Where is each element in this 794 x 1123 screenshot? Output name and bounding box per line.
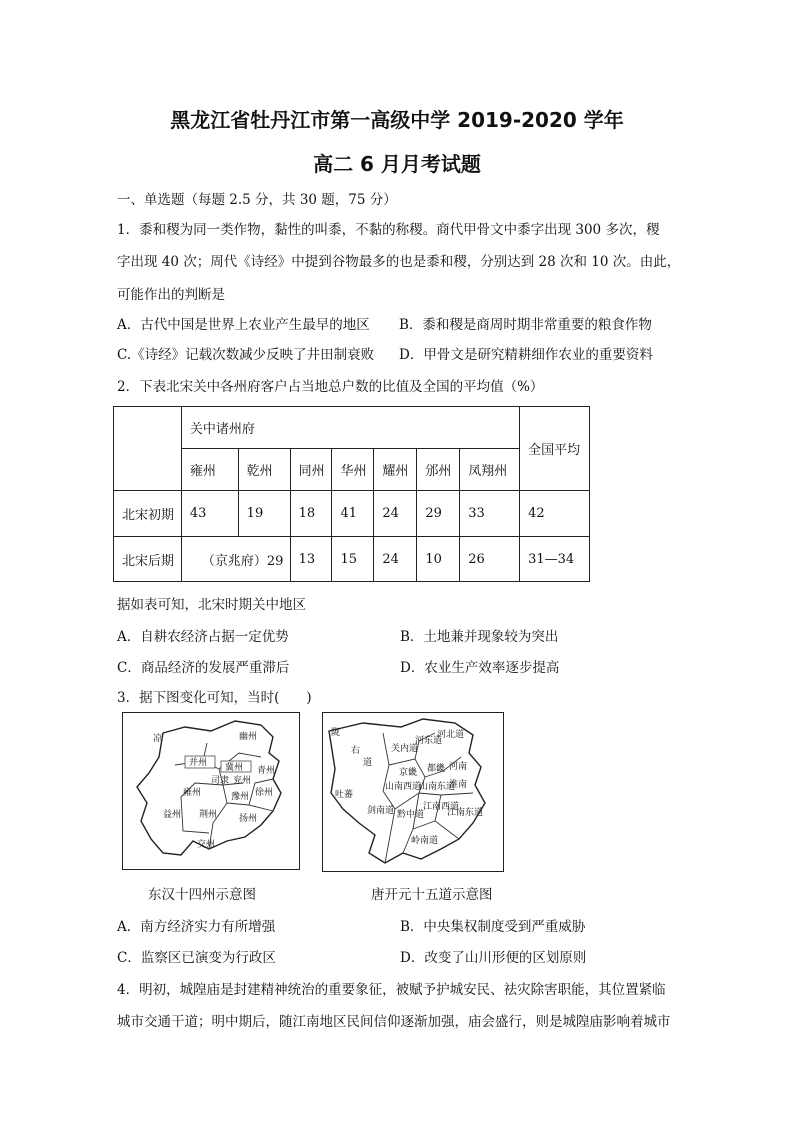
eastern-han-map-drawing <box>123 713 299 869</box>
map2-label: 剑南道 <box>367 806 395 816</box>
table-col-header: 乾州 <box>238 449 290 491</box>
q2-stem: 2．下表北宋关中各州府客户占当地总户数的比值及全国的平均值（%） <box>117 379 544 395</box>
map1-label: 凉 <box>153 734 163 744</box>
exam-title-line2: 高二 6 月月考试题 <box>313 152 481 176</box>
map1-label: 扬州 <box>239 814 258 824</box>
map1-label: 并州 <box>189 758 208 768</box>
map2-label: 山南西道 <box>385 782 422 792</box>
table-cell: 24 <box>374 537 417 582</box>
map1-label: 雍州 <box>183 788 202 798</box>
map2-label: 京畿 <box>399 768 418 778</box>
map2-label: 关内道 <box>391 744 419 754</box>
map2-label: 江南西道 <box>423 802 460 812</box>
q2-option-c: C．商品经济的发展严重滞后 <box>117 660 290 676</box>
table-cell: 33 <box>460 491 520 537</box>
map1-label: 兖州 <box>233 776 252 786</box>
map2-label: 河东道 <box>415 736 443 746</box>
table-cell: 29 <box>417 491 460 537</box>
map1-label: 徐州 <box>255 788 274 798</box>
q3-stem: 3．据下图变化可知，当时( ) <box>117 690 312 706</box>
map1-label: 幽州 <box>239 732 258 742</box>
table-cell: （京兆府）29 <box>181 537 290 582</box>
q1-option-d: D．甲骨文是研究精耕细作农业的重要资料 <box>399 347 653 363</box>
map1-label: 青州 <box>257 766 276 776</box>
map2-label: 淮南 <box>449 780 468 790</box>
table-col-header: 雍州 <box>181 449 238 491</box>
map2-label: 山南东道 <box>419 782 456 792</box>
table-cell: 13 <box>290 537 332 582</box>
map1-label: 司隶 <box>211 776 230 786</box>
tang-kaiyuan-map-drawing <box>323 713 503 871</box>
eastern-han-map <box>122 712 300 870</box>
table-row-label: 北宋初期 <box>114 491 182 537</box>
map1-caption: 东汉十四州示意图 <box>148 887 256 903</box>
map1-label: 交州 <box>197 840 216 850</box>
map2-label: 道 <box>363 758 373 768</box>
table-col-header: 华州 <box>332 449 374 491</box>
table-col-header: 凤翔州 <box>460 449 520 491</box>
q4-line-1: 4．明初，城隍庙是封建精神统治的重要象征，被赋予护城安民、祛灾除害职能，其位置紧临 <box>117 982 666 998</box>
table-cell: 41 <box>332 491 374 537</box>
q2-option-b: B．土地兼并现象较为突出 <box>400 629 559 645</box>
q4-line-2: 城市交通干道；明中期后，随江南地区民间信仰逐渐加强，庙会盛行，则是城隍庙影响着城市 <box>117 1014 671 1030</box>
tang-kaiyuan-map <box>322 712 504 872</box>
q3-option-a: A．南方经济实力有所增强 <box>117 919 276 935</box>
table-corner-cell <box>114 407 182 491</box>
table-cell: 19 <box>238 491 290 537</box>
q1-line-1: 1．黍和稷为同一类作物，黏性的叫黍，不黏的称稷。商代甲骨文中黍字出现 300 多次，稷 <box>117 222 660 238</box>
section-heading: 一、单选题（每题 2.5 分，共 30 题，75 分） <box>117 192 397 208</box>
q1-option-a: A．古代中国是世界上农业产生最早的地区 <box>117 317 370 333</box>
q1-option-c: C.《诗经》记载次数减少反映了井田制衰败 <box>117 347 375 363</box>
table-cell: 24 <box>374 491 417 537</box>
q2-followup: 据如表可知，北宋时期关中地区 <box>117 597 306 613</box>
household-ratio-table <box>113 406 590 582</box>
map2-caption: 唐开元十五道示意图 <box>371 887 493 903</box>
q1-line-3: 可能作出的判断是 <box>117 287 225 303</box>
table-group-header: 关中诸州府 <box>181 407 519 449</box>
q1-option-b: B．黍和稷是商周时期非常重要的粮食作物 <box>399 317 652 333</box>
map1-label: 荆州 <box>199 810 218 820</box>
table-cell: 15 <box>332 537 374 582</box>
map2-label: 吐蕃 <box>335 790 354 800</box>
table-cell: 18 <box>290 491 332 537</box>
table-row <box>114 537 590 582</box>
table-col-header: 同州 <box>290 449 332 491</box>
map1-label: 冀州 <box>225 763 244 773</box>
map2-label: 河南 <box>449 762 468 772</box>
map2-label: 陇 <box>331 728 341 738</box>
q3-option-b: B．中央集权制度受到严重威胁 <box>400 919 586 935</box>
map2-label: 岭南道 <box>411 836 439 846</box>
q3-option-d: D．改变了山川形便的区划原则 <box>400 950 587 966</box>
q1-line-2: 字出现 40 次；周代《诗经》中提到谷物最多的也是黍和稷，分别达到 28 次和 10 次。由此， <box>117 254 681 270</box>
table-cell: 43 <box>181 491 238 537</box>
exam-title-line1: 黑龙江省牡丹江市第一高级中学 2019-2020 学年 <box>170 108 624 132</box>
map2-label: 河北道 <box>437 730 465 740</box>
table-row <box>114 491 590 537</box>
map2-label: 右 <box>351 746 361 756</box>
table-cell: 10 <box>417 537 460 582</box>
table-cell-national: 31—34 <box>520 537 590 582</box>
map2-label: 黔中道 <box>397 810 425 820</box>
table-row-label: 北宋后期 <box>114 537 182 582</box>
map1-label: 益州 <box>163 810 182 820</box>
table-col-header: 耀州 <box>374 449 417 491</box>
table-national-header: 全国平均 <box>520 407 590 491</box>
q2-option-d: D．农业生产效率逐步提高 <box>400 660 560 676</box>
table-cell: 26 <box>460 537 520 582</box>
map2-label: 江南东道 <box>447 808 484 818</box>
table-cell-national: 42 <box>520 491 590 537</box>
table-col-header: 邠州 <box>417 449 460 491</box>
q2-option-a: A．自耕农经济占据一定优势 <box>117 629 289 645</box>
map1-label: 豫州 <box>231 792 250 802</box>
q3-option-c: C．监察区已演变为行政区 <box>117 950 276 966</box>
map2-label: 都畿 <box>427 764 446 774</box>
